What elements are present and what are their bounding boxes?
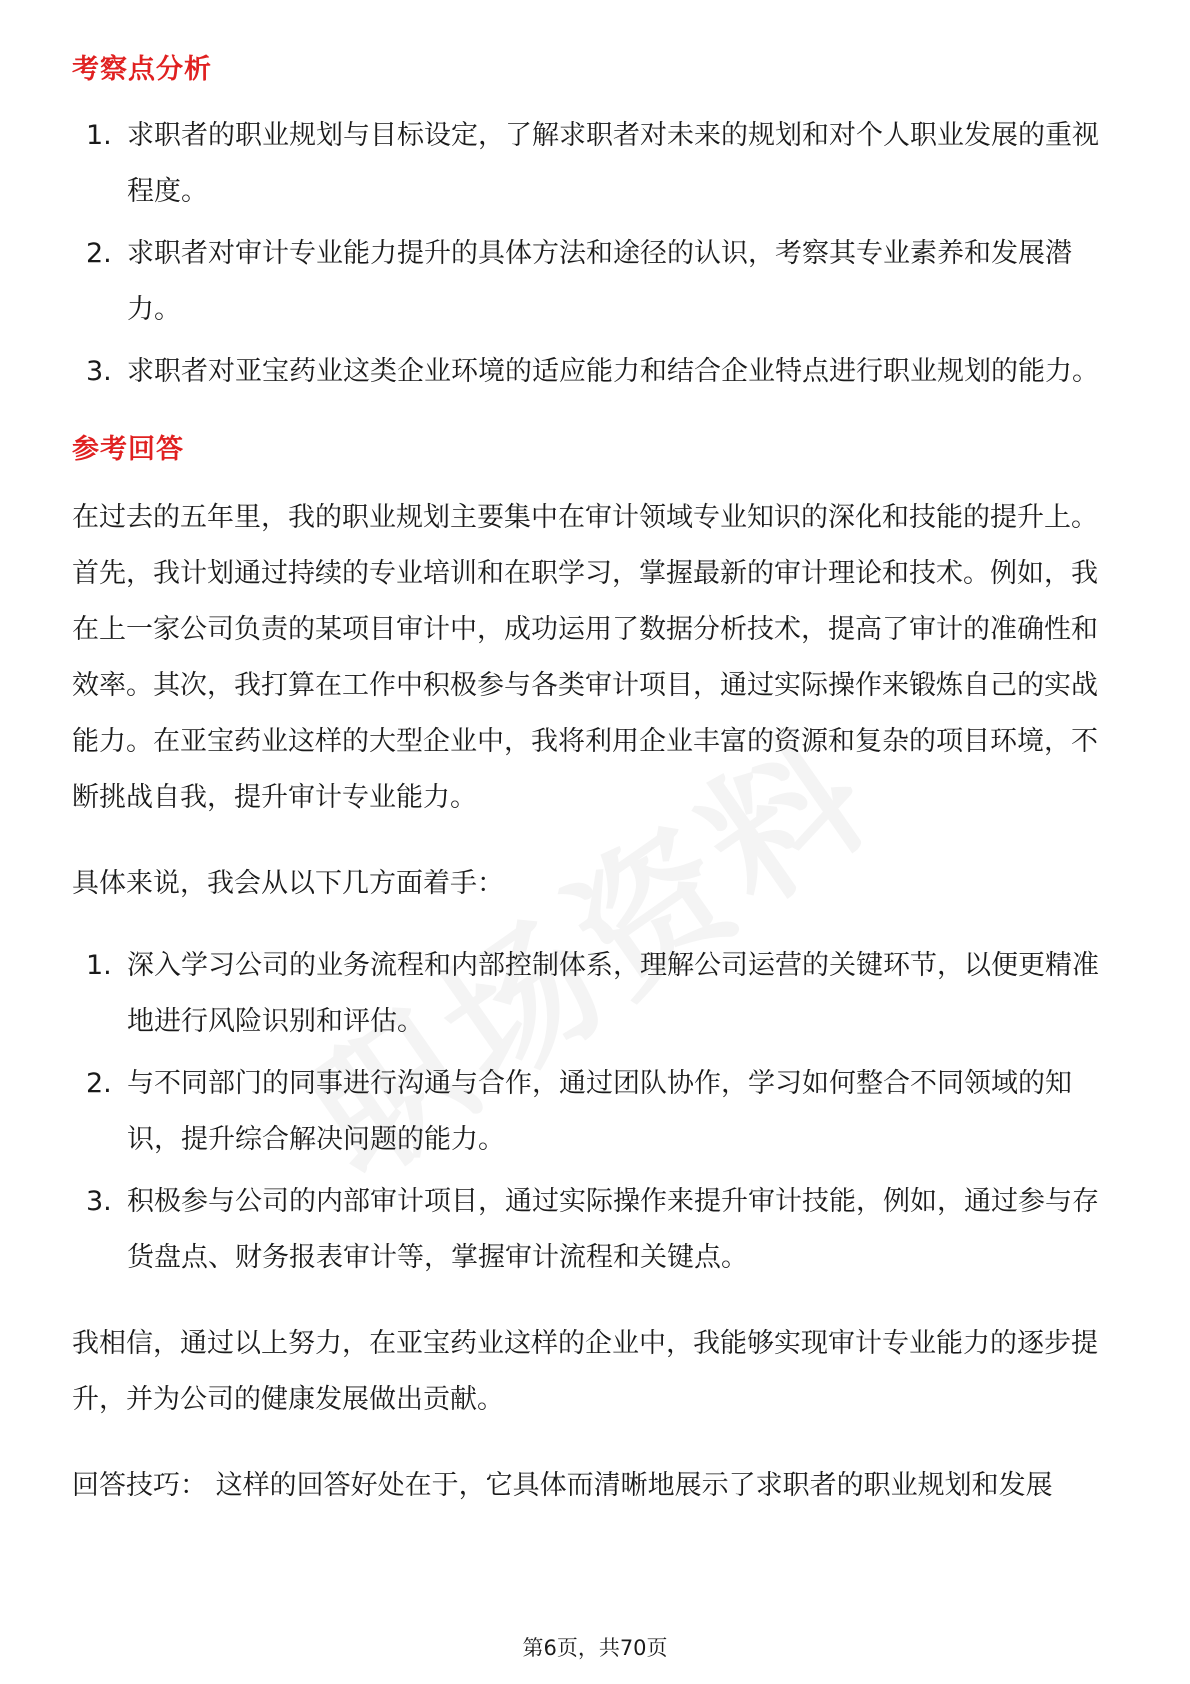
list-item [72,938,1118,1050]
page-footer: 第6页，共70页 [522,1636,668,1660]
answer-paragraph-intro: 在过去的五年里，我的职业规划主要集中在审计领域专业知识的深化和技能的提升上。首先，我计划通过持续的专业培训和在职学习，掌握最新的审计理论和技术。例如，我在上一家公司负责的某项目审计中，成功运用了数据分析技术，提高了审计的准确性和效率。其次，我打算在工作中积极参与各类审计项目，通过实际操作来锻炼自己的实战能力。在亚宝药业这样的大型企业中，我将利用企业丰富的资源和复杂的项目环境，不断挑战自我，提升审计专业能力。 [72,502,1098,813]
list-number: 2. [86,238,112,269]
document-page [72,40,1118,1514]
list-number: 1. [86,950,112,981]
list-item [72,1174,1118,1286]
list-item [72,344,1118,400]
list-item [72,108,1118,220]
list-number: 3. [86,1186,112,1217]
section-heading-reference-answer: 参考回答 [72,434,184,465]
answer-paragraph-conclusion: 我相信，通过以上努力，在亚宝药业这样的企业中，我能够实现审计专业能力的逐步提升，并为公司的健康发展做出贡献。 [72,1328,1098,1415]
list-item-text: 求职者对亚宝药业这类企业环境的适应能力和结合企业特点进行职业规划的能力。 [127,356,1099,387]
answer-tips-paragraph: 回答技巧： 这样的回答好处在于，它具体而清晰地展示了求职者的职业规划和发展 [72,1470,1053,1501]
list-item-text: 积极参与公司的内部审计项目，通过实际操作来提升审计技能，例如，通过参与存货盘点、财务报表审计等，掌握审计流程和关键点。 [127,1186,1099,1273]
list-item [72,226,1118,338]
list-number: 1. [86,120,112,151]
section-heading-analysis: 考察点分析 [72,54,212,85]
list-number: 3. [86,356,112,387]
list-item-text: 求职者对审计专业能力提升的具体方法和途径的认识，考察其专业素养和发展潜力。 [127,238,1072,325]
list-item-text: 与不同部门的同事进行沟通与合作，通过团队协作，学习如何整合不同领域的知识，提升综合解决问题的能力。 [127,1068,1072,1155]
list-number: 2. [86,1068,112,1099]
list-item-text: 深入学习公司的业务流程和内部控制体系，理解公司运营的关键环节，以便更精准地进行风险识别和评估。 [127,950,1099,1037]
answer-paragraph-specifics: 具体来说，我会从以下几方面着手： [72,868,504,899]
answer-list [72,938,1118,1286]
list-item [72,1056,1118,1168]
analysis-list [72,108,1118,400]
list-item-text: 求职者的职业规划与目标设定，了解求职者对未来的规划和对个人职业发展的重视程度。 [127,120,1099,207]
